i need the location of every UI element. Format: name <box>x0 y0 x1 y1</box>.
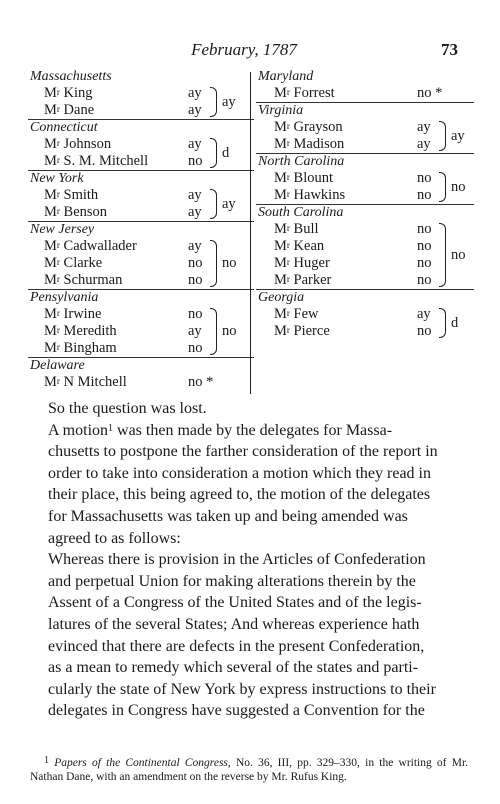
whereas-line: Assent of a Congress of the United States and of the legis- <box>48 594 422 612</box>
delegate-title: M <box>44 85 57 101</box>
whereas-line: cularly the state of New York by express instructions to their <box>48 680 436 698</box>
delegate-title: M <box>44 306 57 322</box>
footnote-reference: 1 <box>108 422 114 434</box>
delegation-group <box>30 85 248 119</box>
right-vote-column <box>258 68 468 340</box>
delegate-title-sup: r <box>286 138 290 148</box>
delegate-title: M <box>274 119 287 135</box>
delegation-group <box>30 306 248 357</box>
delegate-title-sup: r <box>56 274 60 284</box>
delegate-vote: ay <box>188 136 202 152</box>
brace-icon <box>210 308 217 355</box>
delegate-title-sup: r <box>286 274 290 284</box>
whereas-line: and perpetual Union for making alterations therein by the <box>48 572 416 590</box>
delegate-vote: ay <box>188 187 202 203</box>
state-result: no <box>451 246 466 263</box>
delegate-title-sup: r <box>56 257 60 267</box>
delegate-surname: Pierce <box>293 323 330 339</box>
delegate-name <box>44 323 117 340</box>
motion-start: A motion <box>48 421 109 439</box>
delegate-surname: Dane <box>63 102 95 118</box>
state-name: North Carolina <box>258 154 345 169</box>
delegate-title-sup: r <box>286 189 290 199</box>
delegation-group <box>258 221 468 289</box>
brace-icon <box>439 121 446 151</box>
whereas-line: delegates in Congress have suggested a Convention for the <box>48 702 425 720</box>
delegate-surname: Irwine <box>63 306 102 322</box>
delegate-title: M <box>44 255 57 271</box>
delegate-title: M <box>44 187 57 203</box>
delegate-vote: no <box>417 323 432 339</box>
state-heading <box>30 68 248 85</box>
state-divider <box>256 153 474 154</box>
delegate-title: M <box>274 306 287 322</box>
delegation-group <box>30 187 248 221</box>
delegate-title: M <box>44 323 57 339</box>
delegate-title-sup: r <box>56 308 60 318</box>
whereas-line: Whereas there is provision in the Articles of Confederation <box>48 551 426 569</box>
delegate-title: M <box>274 255 287 271</box>
motion-line: their place, this being agreed to, the motion of the delegates <box>48 486 431 504</box>
delegate-surname: Parker <box>293 272 332 288</box>
state-result: no <box>222 323 237 339</box>
delegate-row <box>258 221 468 238</box>
state-result: d <box>222 144 230 161</box>
delegate-name <box>274 272 331 289</box>
motion-line: for Massachusetts was taken up and being amended was <box>48 507 408 525</box>
delegate-row <box>30 374 248 391</box>
left-vote-column <box>30 68 248 391</box>
state-name: Pensylvania <box>30 290 99 305</box>
delegation-group <box>258 170 468 204</box>
delegate-name <box>44 374 127 391</box>
delegate-title-sup: r <box>56 155 60 165</box>
delegate-title: M <box>44 272 57 288</box>
delegate-title: M <box>44 340 57 356</box>
delegate-vote: no <box>417 187 432 203</box>
delegate-vote: ay <box>188 102 202 118</box>
delegate-vote: ay <box>417 119 431 135</box>
page-number: 73 <box>441 40 458 59</box>
delegate-title-sup: r <box>56 87 60 97</box>
state-heading <box>258 68 468 85</box>
delegate-title: M <box>274 323 287 339</box>
delegate-vote: no <box>188 306 203 322</box>
delegate-row <box>258 170 468 187</box>
delegate-surname: Madison <box>293 136 345 152</box>
delegate-surname: Forrest <box>293 85 335 101</box>
state-heading <box>30 170 248 187</box>
state-name: Massachusetts <box>30 69 112 84</box>
whereas-line: evinced that there are defects in the present Confederation, <box>48 637 425 655</box>
delegate-surname: S. M. Mitchell <box>63 153 149 169</box>
brace-icon <box>210 240 217 287</box>
brace-icon <box>210 189 217 219</box>
delegate-row <box>258 119 468 136</box>
delegate-name <box>274 238 324 255</box>
delegate-surname: King <box>63 85 93 101</box>
delegation-group <box>258 119 468 153</box>
delegate-surname: Bull <box>293 221 319 237</box>
delegate-title: M <box>274 272 287 288</box>
delegate-title: M <box>44 374 57 390</box>
delegate-row <box>258 255 468 272</box>
delegate-title: M <box>274 187 287 203</box>
delegate-name <box>44 204 107 221</box>
delegate-surname: Johnson <box>63 136 112 152</box>
state-name: Georgia <box>258 290 305 305</box>
state-name: Maryland <box>258 69 314 84</box>
delegate-vote: no <box>417 255 432 271</box>
delegate-title-sup: r <box>56 206 60 216</box>
delegate-surname: Grayson <box>293 119 343 135</box>
delegate-row <box>258 136 468 153</box>
delegate-vote: ay <box>188 323 202 339</box>
whereas-line: latures of the several States; And whereas experience hath <box>48 615 420 633</box>
delegate-vote: ay <box>417 136 431 152</box>
delegate-vote: no <box>188 272 203 288</box>
brace-icon <box>439 308 446 338</box>
delegate-title-sup: r <box>286 172 290 182</box>
state-result: ay <box>451 127 465 144</box>
delegate-name <box>44 136 111 153</box>
state-divider <box>28 170 254 171</box>
state-result: no <box>451 178 466 195</box>
motion-line: chusetts to postpone the farther consideration of the report in <box>48 443 438 461</box>
state-heading <box>30 289 248 306</box>
state-name: New York <box>30 171 84 186</box>
state-heading <box>30 119 248 136</box>
footnote-mark: 1 <box>44 755 49 766</box>
delegate-surname: Blount <box>293 170 334 186</box>
delegate-title-sup: r <box>286 325 290 335</box>
delegate-title-sup: r <box>56 376 60 386</box>
page-header <box>30 40 458 64</box>
delegate-name <box>274 136 344 153</box>
motion-line: agreed to as follows: <box>48 529 181 547</box>
state-divider <box>28 357 254 358</box>
delegate-vote: no <box>417 170 432 186</box>
whereas-line: as a mean to remedy which several of the states and parti- <box>48 659 419 677</box>
delegate-title: M <box>274 221 287 237</box>
delegate-name <box>44 306 101 323</box>
footnote <box>30 756 468 784</box>
delegate-surname: Meredith <box>63 323 117 339</box>
delegate-surname: Kean <box>293 238 325 254</box>
delegate-title-sup: r <box>56 325 60 335</box>
delegate-vote: no <box>188 255 203 271</box>
delegate-title: M <box>44 153 57 169</box>
delegate-name <box>274 170 333 187</box>
delegation-group <box>30 238 248 289</box>
delegate-vote: ay <box>417 306 431 322</box>
delegate-title: M <box>44 102 57 118</box>
delegate-title: M <box>274 85 287 101</box>
state-result: no <box>222 255 237 271</box>
delegate-row <box>258 306 468 323</box>
state-heading <box>258 153 468 170</box>
delegate-surname: N Mitchell <box>63 374 127 390</box>
delegate-surname: Bingham <box>63 340 117 356</box>
brace-icon <box>439 172 446 202</box>
delegate-name <box>274 119 343 136</box>
body-text <box>30 398 468 722</box>
state-result: ay <box>222 93 236 110</box>
footnote-source: Papers of the Continental Congress, <box>54 757 231 769</box>
delegation-group <box>30 136 248 170</box>
delegate-vote: ay <box>188 85 202 101</box>
delegate-title: M <box>274 170 287 186</box>
brace-icon <box>439 223 446 287</box>
state-divider <box>256 204 474 205</box>
delegate-title: M <box>44 238 57 254</box>
state-divider <box>256 289 474 290</box>
motion-line: order to take into consideration a motion which they read in <box>48 464 431 482</box>
state-heading <box>258 289 468 306</box>
state-divider <box>256 102 474 103</box>
delegate-surname: Cadwallader <box>63 238 137 254</box>
delegate-title: M <box>274 238 287 254</box>
delegate-name <box>44 255 102 272</box>
paragraph-whereas <box>30 549 468 722</box>
delegate-surname: Benson <box>63 204 108 220</box>
delegate-name <box>44 85 93 102</box>
delegate-name <box>274 221 319 238</box>
state-result: ay <box>222 195 236 212</box>
delegate-vote: no <box>188 153 203 169</box>
delegate-vote: ay <box>188 238 202 254</box>
delegate-vote: no <box>417 272 432 288</box>
delegate-name <box>44 340 117 357</box>
state-result: d <box>451 314 459 331</box>
delegate-title-sup: r <box>56 342 60 352</box>
state-name: Virginia <box>258 103 304 118</box>
state-name: New Jersey <box>30 222 95 237</box>
motion-line: was then made by the delegates for Massa- <box>113 421 393 439</box>
delegate-title-sup: r <box>286 121 290 131</box>
delegate-row <box>258 187 468 204</box>
delegate-vote: no * <box>188 374 214 390</box>
state-name: Connecticut <box>30 120 98 135</box>
state-divider <box>28 119 254 120</box>
delegate-title-sup: r <box>286 308 290 318</box>
roll-call-votes <box>30 68 468 398</box>
delegate-title-sup: r <box>56 104 60 114</box>
delegate-title-sup: r <box>286 223 290 233</box>
paragraph-question-lost: So the question was lost. <box>48 400 207 417</box>
delegate-row <box>258 323 468 340</box>
delegate-surname: Hawkins <box>293 187 346 203</box>
delegate-vote: no <box>188 340 203 356</box>
delegate-name <box>44 272 122 289</box>
delegate-surname: Smith <box>63 187 99 203</box>
delegate-title-sup: r <box>56 138 60 148</box>
running-title: February, 1787 <box>191 40 297 59</box>
state-heading <box>258 204 468 221</box>
delegate-name <box>44 238 137 255</box>
delegate-surname: Few <box>293 306 319 322</box>
delegate-title: M <box>44 204 57 220</box>
delegate-title-sup: r <box>286 240 290 250</box>
brace-icon <box>210 138 217 168</box>
delegate-name <box>274 255 330 272</box>
delegate-row <box>258 238 468 255</box>
state-name: Delaware <box>30 358 85 373</box>
state-divider <box>28 221 254 222</box>
state-name: South Carolina <box>258 205 344 220</box>
delegate-vote: ay <box>188 204 202 220</box>
column-divider <box>250 72 251 394</box>
delegate-row <box>258 85 468 102</box>
delegate-title-sup: r <box>286 257 290 267</box>
delegate-surname: Huger <box>293 255 330 271</box>
delegate-name <box>274 306 319 323</box>
paragraph-motion <box>30 420 468 550</box>
delegate-title: M <box>44 136 57 152</box>
delegate-name <box>44 153 148 170</box>
delegation-group <box>30 374 248 391</box>
state-heading <box>30 221 248 238</box>
delegate-row <box>258 272 468 289</box>
delegate-title: M <box>274 136 287 152</box>
delegate-title-sup: r <box>56 240 60 250</box>
delegate-vote: no * <box>417 85 443 101</box>
delegate-name <box>274 85 335 102</box>
state-divider <box>28 289 254 290</box>
delegate-name <box>44 187 98 204</box>
brace-icon <box>210 87 217 117</box>
delegation-group <box>258 85 468 102</box>
delegate-surname: Clarke <box>63 255 103 271</box>
state-heading <box>30 357 248 374</box>
delegate-name <box>274 187 345 204</box>
delegate-title-sup: r <box>56 189 60 199</box>
delegate-name <box>274 323 330 340</box>
delegate-title-sup: r <box>286 87 290 97</box>
delegate-name <box>44 102 94 119</box>
state-heading <box>258 102 468 119</box>
delegate-vote: no <box>417 221 432 237</box>
delegation-group <box>258 306 468 340</box>
delegate-vote: no <box>417 238 432 254</box>
footnote-text: No. 36, III, pp. 329–330, in the writing of Mr. Nathan Dane, with an amendment on the reverse by Mr. Rufus King. <box>30 757 469 783</box>
delegate-surname: Schurman <box>63 272 123 288</box>
